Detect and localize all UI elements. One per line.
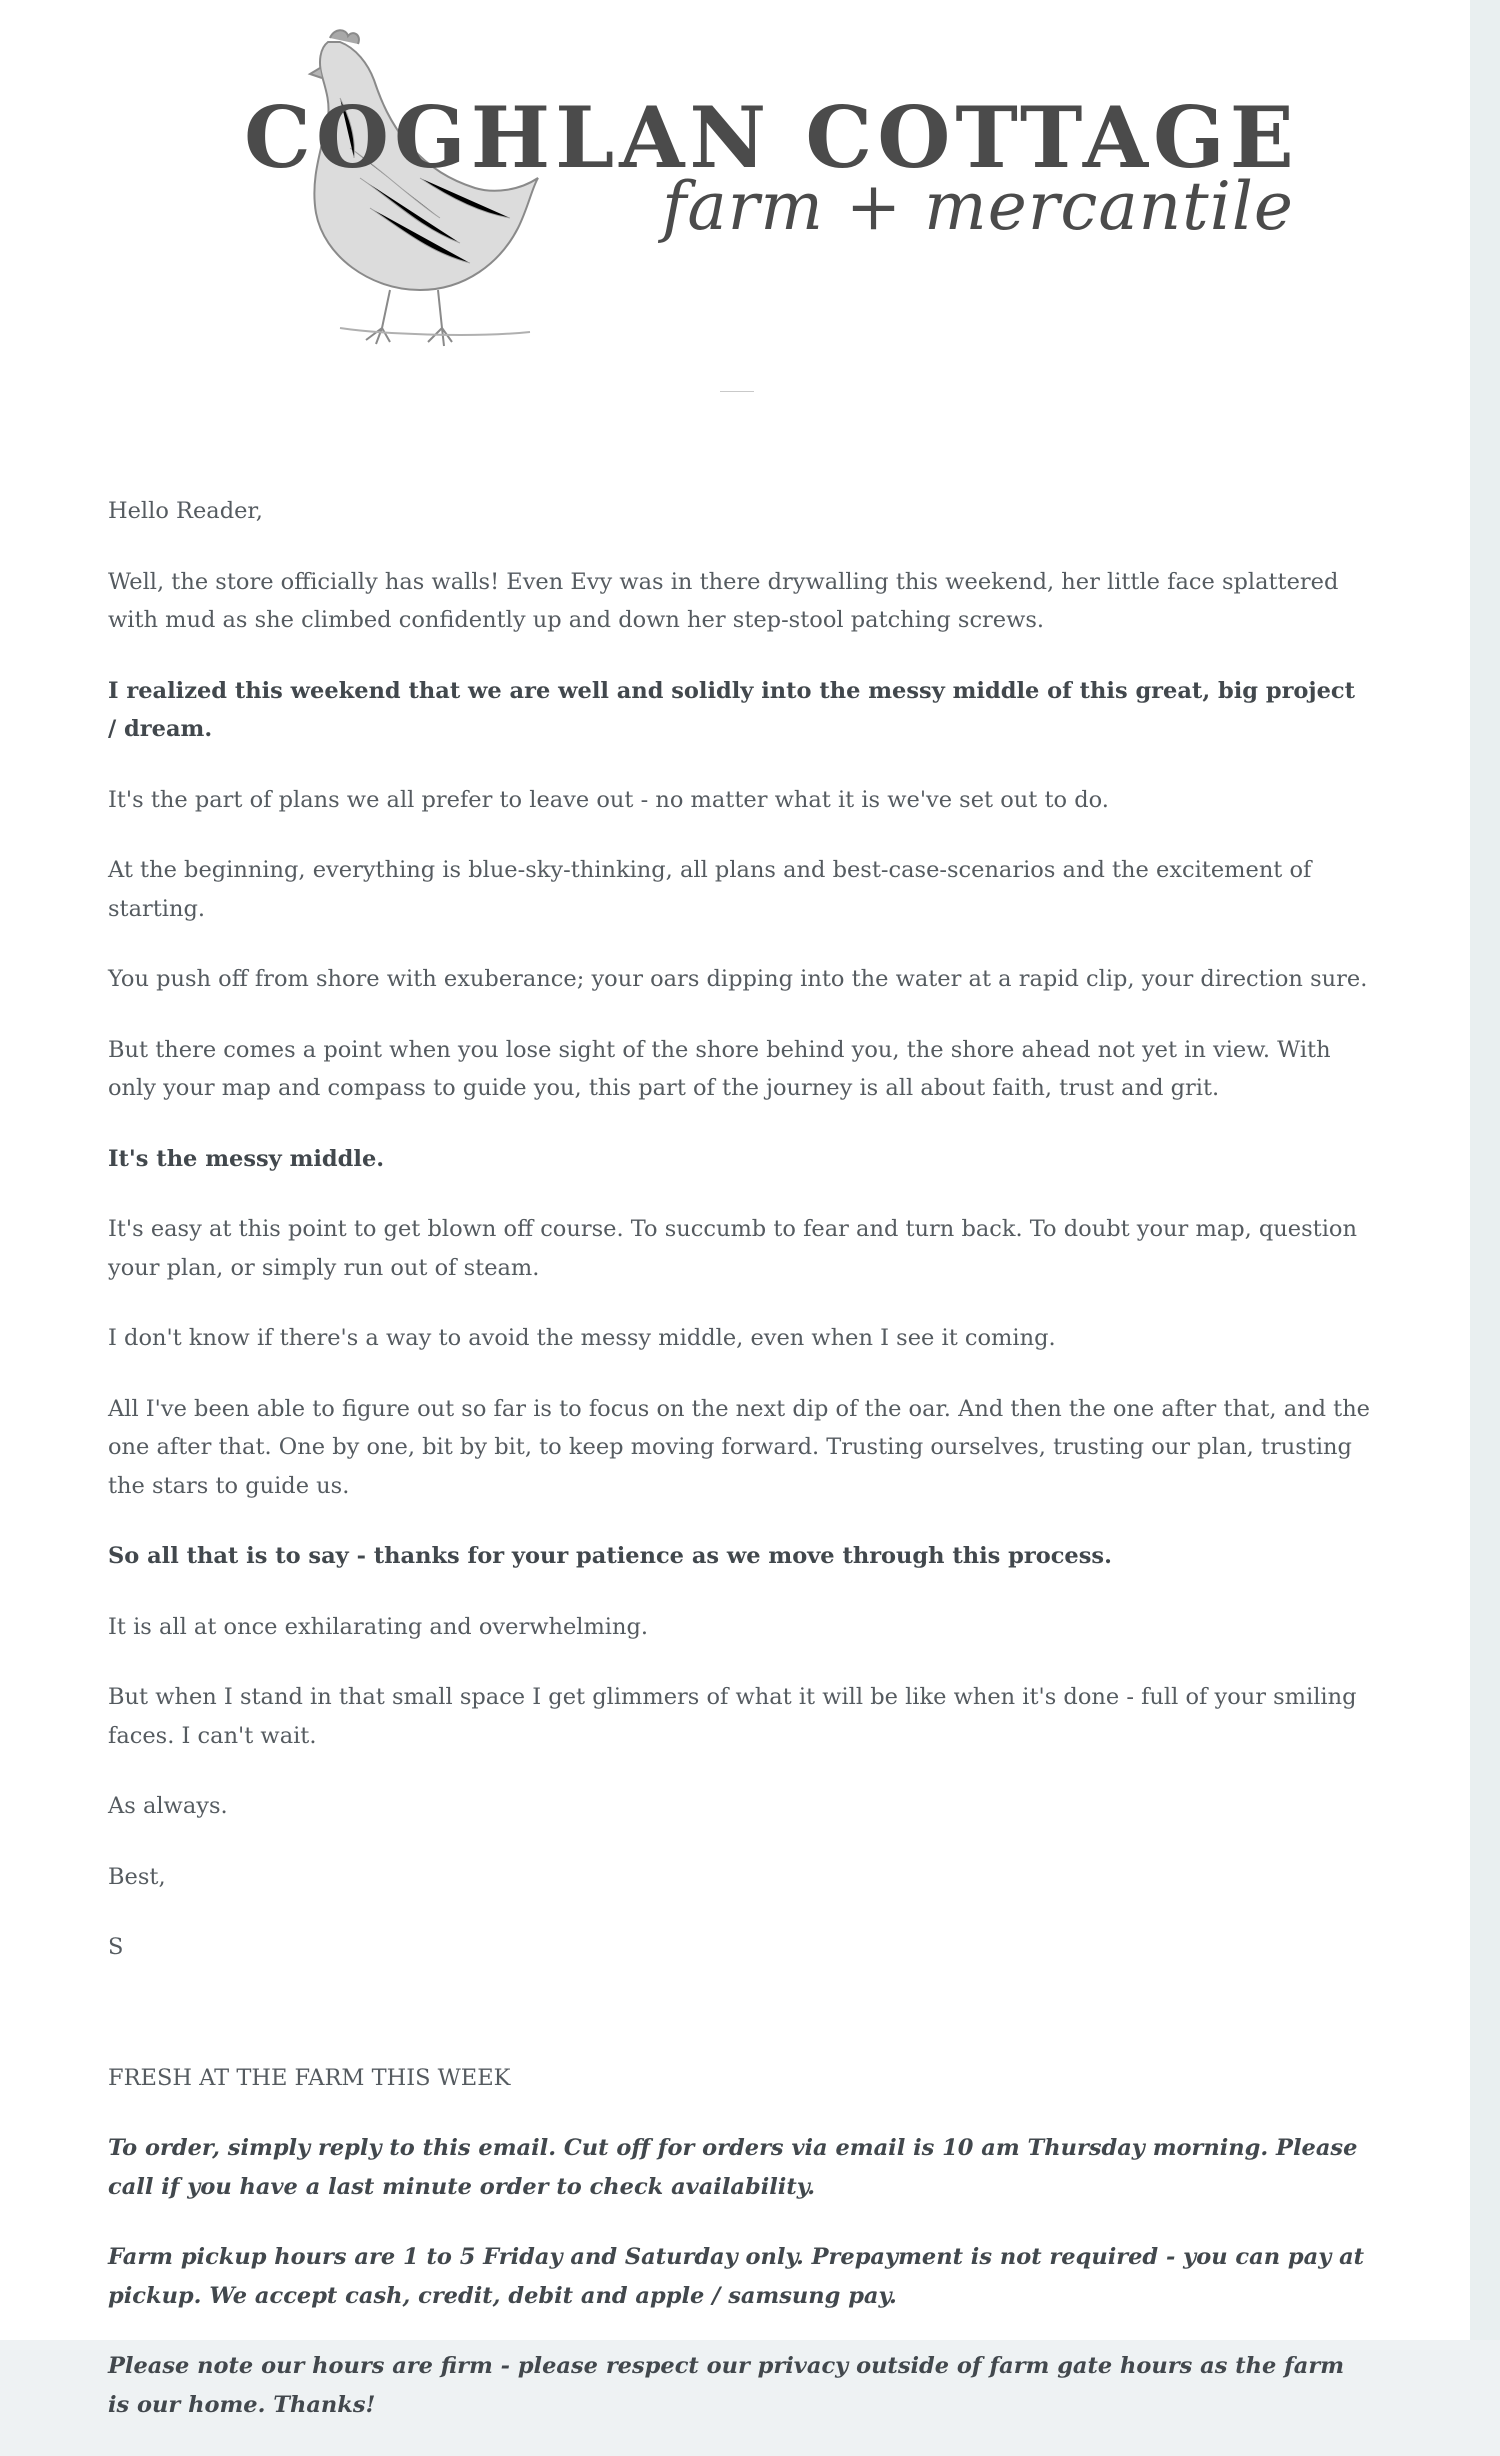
paragraph: It is all at once exhilarating and overwhelming. xyxy=(108,1613,649,1640)
paragraph: It's easy at this point to get blown off course. To succumb to fear and turn back. To doubt your map, question your plan, or simply run out of steam. xyxy=(108,1216,1357,1281)
paragraph: I don't know if there's a way to avoid the messy middle, even when I see it coming. xyxy=(108,1325,1056,1351)
header-divider xyxy=(720,391,754,392)
paragraph: But when I stand in that small space I get glimmers of what it will be like when it's done - full of your smiling faces. I can't wait. xyxy=(108,1684,1357,1749)
paragraph-bold: It's the messy middle. xyxy=(108,1145,385,1172)
header xyxy=(0,0,1470,400)
paragraph: All I've been able to figure out so far is to focus on the next dip of the oar. And then the one after that, and the one after that. One by one, bit by bit, to keep moving forward. Trusting ourselves, trusting our plan, trusting the stars to guide us. xyxy=(108,1395,1370,1499)
paragraph-bold: I realized this weekend that we are well and solidly into the messy middle of this great, big project / dream. xyxy=(108,677,1355,742)
hours-note: Please note our hours are firm - please respect our privacy outside of farm gate hours as the farm is our home. Thanks! xyxy=(108,2353,1345,2418)
paragraph: As always. xyxy=(108,1793,228,1819)
section-spacer xyxy=(108,1999,1370,2059)
pickup-note: Farm pickup hours are 1 to 5 Friday and Saturday only. Prepayment is not required - you can pay at pickup. We accept cash, credit, debit and apple / samsung pay. xyxy=(108,2244,1365,2309)
right-gutter xyxy=(1470,0,1500,2340)
paragraph: You push off from shore with exuberance; your oars dipping into the water at a rapid clip, your direction sure. xyxy=(108,966,1368,992)
greeting: Hello Reader, xyxy=(108,498,263,524)
paragraph: At the beginning, everything is blue-sky-thinking, all plans and best-case-scenarios and the excitement of starting. xyxy=(108,857,1312,922)
logo-title: COGHLAN COTTAGE xyxy=(244,88,1299,187)
letter-content xyxy=(108,492,1370,2456)
paragraph: It's the part of plans we all prefer to leave out - no matter what it is we've set out to do. xyxy=(108,786,1109,813)
logo-subtitle: farm + mercantile xyxy=(662,168,1294,245)
sign-off: Best, xyxy=(108,1863,166,1890)
paragraph: But there comes a point when you lose sight of the shore behind you, the shore ahead not yet in view. With only your map and compass to guide you, this part of the journey is all about faith, trust and grit. xyxy=(108,1036,1331,1101)
paragraph: Well, the store officially has walls! Even Evy was in there drywalling this weekend, her little face splattered with mud as she climbed confidently up and down her step-stool patching screws. xyxy=(108,568,1339,633)
farm-section-heading: FRESH AT THE FARM THIS WEEK xyxy=(108,2064,511,2091)
paragraph-bold: So all that is to say - thanks for your patience as we move through this process. xyxy=(108,1543,1112,1569)
signature: S xyxy=(108,1934,124,1960)
hen-icon xyxy=(270,28,550,348)
order-note: To order, simply reply to this email. Cut off for orders via email is 10 am Thursday morning. Please call if you have a last minute order to check availability. xyxy=(108,2135,1358,2200)
